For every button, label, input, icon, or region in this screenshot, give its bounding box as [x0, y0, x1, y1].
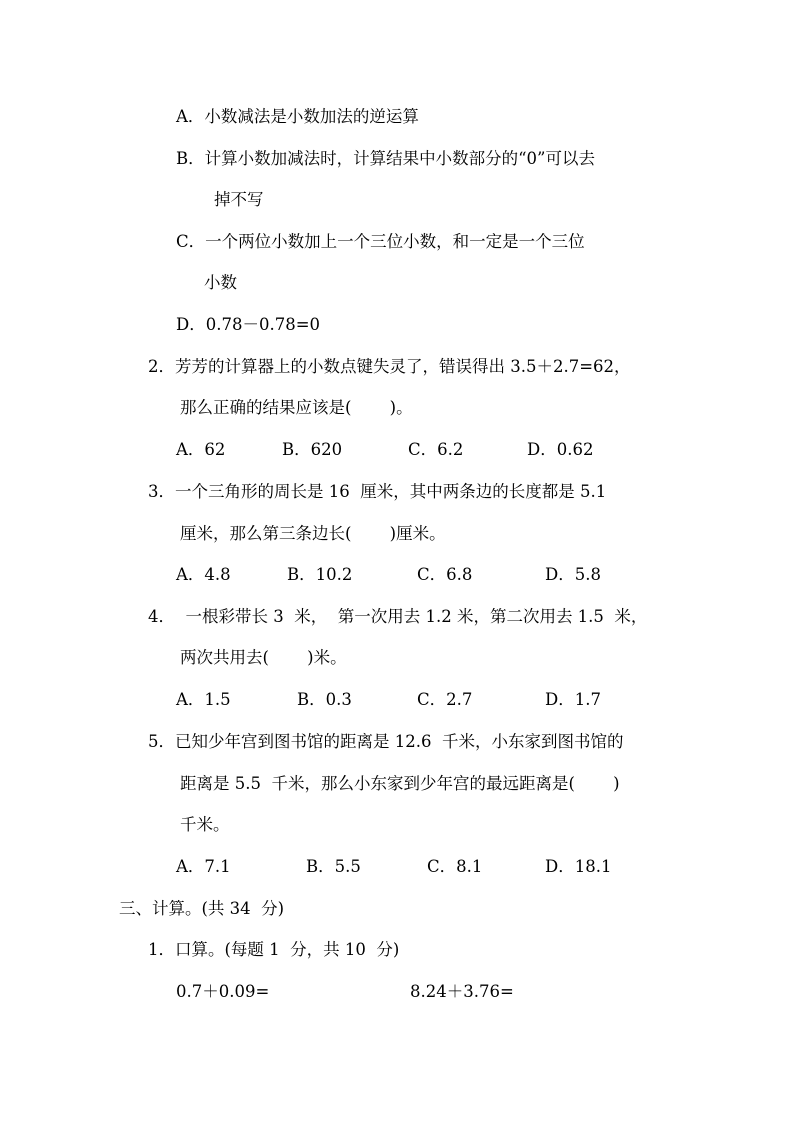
section3-sub1-heading: 1．口算。(每题 1 分，共 10 分) — [148, 940, 400, 959]
q1-option-c-line2: 小数 — [204, 273, 237, 292]
q4-option-b: B．0.3 — [297, 690, 352, 709]
q5-stem-line1: 5．已知少年宫到图书馆的距离是 12.6 千米，小东家到图书馆的 — [148, 732, 624, 751]
q2-option-d: D．0.62 — [527, 440, 594, 459]
q1-option-a: A．小数减法是小数加法的逆运算 — [176, 107, 419, 126]
q3-option-a: A．4.8 — [176, 565, 231, 584]
q1-option-c-line1: C．一个两位小数加上一个三位小数，和一定是一个三位 — [176, 232, 585, 251]
q5-option-d: D．18.1 — [545, 857, 612, 876]
q2-option-b: B．620 — [282, 440, 343, 459]
q2-option-c: C．6.2 — [408, 440, 464, 459]
q3-option-b: B．10.2 — [287, 565, 353, 584]
q5-option-a: A．7.1 — [176, 857, 231, 876]
q3-option-c: C．6.8 — [417, 565, 473, 584]
q3-option-d: D．5.8 — [545, 565, 601, 584]
q1-option-b-line1: B．计算小数加减法时，计算结果中小数部分的“0”可以去 — [176, 149, 595, 168]
q2-stem-line1: 2．芳芳的计算器上的小数点键失灵了，错误得出 3.5＋2.7=62， — [148, 357, 631, 376]
q5-stem-line2: 距离是 5.5 千米，那么小东家到少年宫的最远距离是( ) — [180, 774, 620, 793]
q2-option-a: A．62 — [176, 440, 226, 459]
q4-stem-line1: 4． 一根彩带长 3 米， 第一次用去 1.2 米，第二次用去 1.5 米， — [148, 607, 648, 626]
q1-option-d: D．0.78－0.78=0 — [176, 315, 321, 334]
q5-stem-line3: 千米。 — [180, 815, 230, 834]
q5-option-b: B．5.5 — [306, 857, 361, 876]
q3-stem-line2: 厘米，那么第三条边长( )厘米。 — [180, 524, 446, 543]
q2-stem-line2: 那么正确的结果应该是( )。 — [180, 398, 413, 417]
q1-option-b-line2: 掉不写 — [214, 190, 264, 209]
q4-option-c: C．2.7 — [417, 690, 473, 709]
q4-stem-line2: 两次共用去( )米。 — [180, 648, 347, 667]
q5-option-c: C．8.1 — [427, 857, 483, 876]
q4-option-a: A．1.5 — [176, 690, 231, 709]
calc-problem-2: 8.24＋3.76= — [410, 982, 514, 1001]
q4-option-d: D．1.7 — [545, 690, 601, 709]
q3-stem-line1: 3．一个三角形的周长是 16 厘米，其中两条边的长度都是 5.1 — [148, 482, 607, 501]
calc-problem-1: 0.7＋0.09= — [176, 982, 270, 1001]
section3-heading: 三、计算。(共 34 分) — [119, 899, 285, 918]
